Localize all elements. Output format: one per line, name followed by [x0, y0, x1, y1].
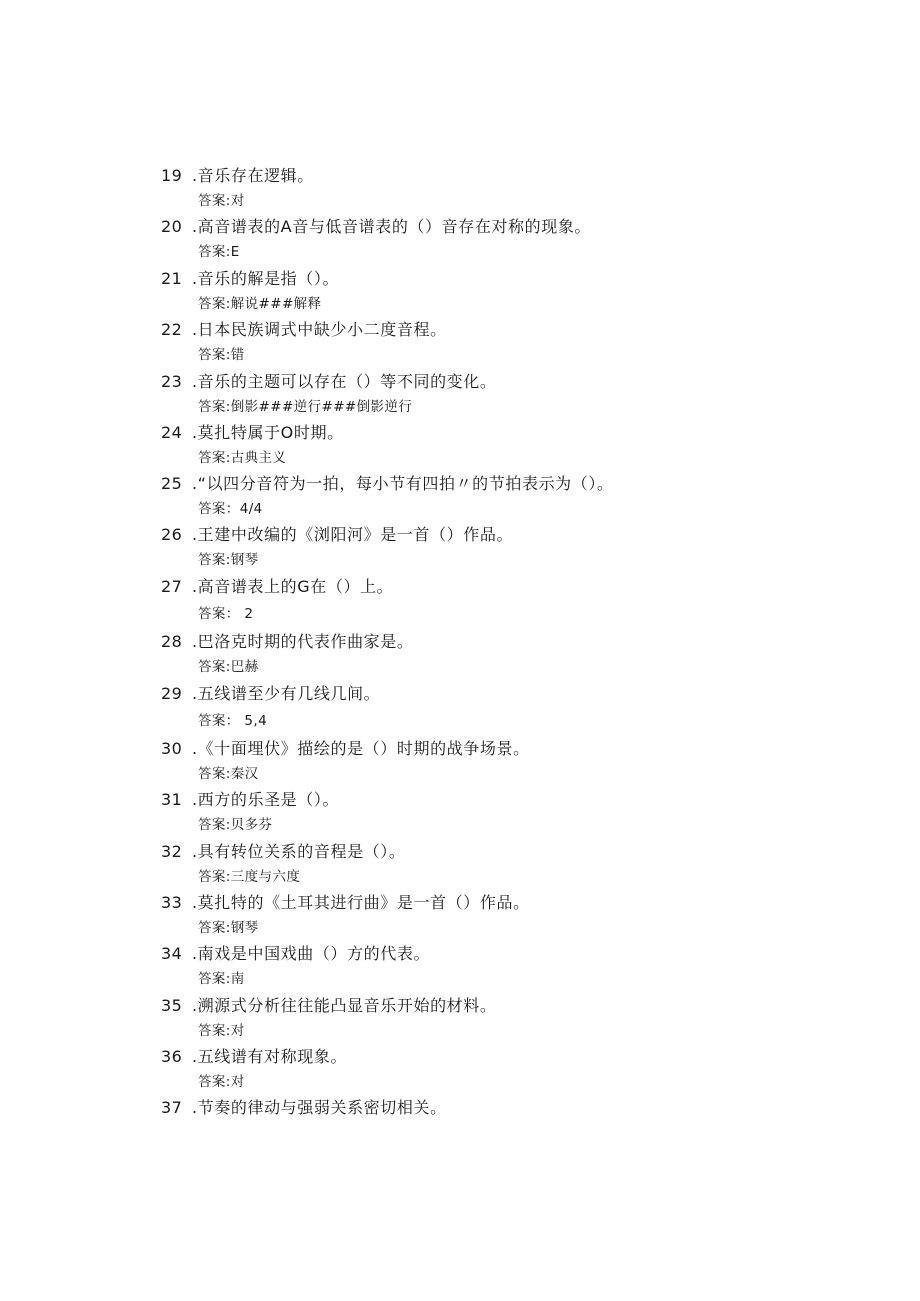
question-text: .具有转位关系的音程是（）。	[192, 842, 406, 861]
question-text: .高音谱表的A音与低音谱表的（）音存在对称的现象。	[192, 217, 592, 236]
answer-text: 答案:对	[198, 1074, 245, 1090]
question-number: 32	[161, 842, 183, 861]
question-number: 31	[161, 790, 183, 809]
question-number: 34	[161, 944, 183, 963]
question-text: .高音谱表上的G在（）上。	[192, 577, 394, 596]
answer-text: 答案:贝多芬	[198, 817, 273, 833]
question-number: 26	[161, 525, 183, 544]
question-text: .五线谱有对称现象。	[192, 1047, 348, 1066]
question-text: .溯源式分析往往能凸显音乐开始的材料。	[192, 996, 497, 1015]
answer-text: 答案:南	[198, 971, 245, 987]
answer-text: 答案：4/4	[198, 501, 263, 517]
question-text: .五线谱至少有几线几间。	[192, 684, 381, 703]
answer-text: 答案： 2	[198, 606, 254, 622]
question-text: .音乐的主题可以存在（）等不同的变化。	[192, 372, 497, 391]
question-number: 23	[161, 372, 183, 391]
question-number: 27	[161, 577, 183, 596]
question-text: .“以四分音符为一拍，每小节有四拍〃的节拍表示为（）。	[192, 474, 614, 493]
question-number: 37	[161, 1098, 183, 1117]
answer-text: 答案:钢琴	[198, 920, 259, 936]
question-text: .《十面埋伏》描绘的是（）时期的战争场景。	[192, 739, 530, 758]
question-number: 28	[161, 632, 183, 651]
question-number: 33	[161, 893, 183, 912]
question-number: 25	[161, 474, 183, 493]
question-number: 35	[161, 996, 183, 1015]
question-number: 24	[161, 423, 183, 442]
question-text: .西方的乐圣是（）。	[192, 790, 340, 809]
question-number: 22	[161, 320, 183, 339]
question-text: .节奏的律动与强弱关系密切相关。	[192, 1098, 447, 1117]
question-text: .莫扎特属于O时期。	[192, 423, 344, 442]
question-number: 19	[161, 166, 183, 185]
answer-text: 答案:倒影###逆行###倒影逆行	[198, 399, 413, 415]
answer-text: 答案:对	[198, 1023, 245, 1039]
question-text: .南戏是中国戏曲（）方的代表。	[192, 944, 431, 963]
question-text: .音乐的解是指（）。	[192, 269, 340, 288]
answer-text: 答案:巴赫	[198, 659, 259, 675]
question-text: .莫扎特的《土耳其进行曲》是一首（）作品。	[192, 893, 530, 912]
answer-text: 答案:三度与六度	[198, 869, 301, 885]
question-number: 29	[161, 684, 183, 703]
question-text: .巴洛克时期的代表作曲家是。	[192, 632, 414, 651]
answer-text: 答案:秦汉	[198, 766, 259, 782]
answer-text: 答案:错	[198, 347, 245, 363]
answer-text: 答案:对	[198, 193, 245, 209]
answer-text: 答案： 5,4	[198, 713, 268, 729]
question-number: 20	[161, 217, 183, 236]
question-number: 30	[161, 739, 183, 758]
answer-text: 答案:古典主义	[198, 450, 287, 466]
answer-text: 答案:解说###解释	[198, 296, 322, 312]
answer-text: 答案:钢琴	[198, 552, 259, 568]
question-text: .音乐存在逻辑。	[192, 166, 314, 185]
question-number: 21	[161, 269, 183, 288]
answer-text: 答案:E	[198, 244, 240, 260]
question-text: .王建中改编的《浏阳河》是一首（）作品。	[192, 525, 514, 544]
question-text: .日本民族调式中缺少小二度音程。	[192, 320, 447, 339]
question-number: 36	[161, 1047, 183, 1066]
